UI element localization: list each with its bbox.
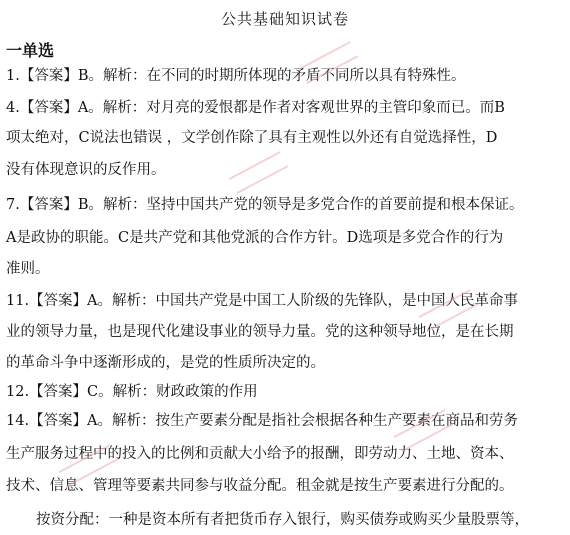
- answer-line: 生产服务过程中的投入的比例和贡献大小给予的报酬，即劳动力、土地、资本、: [6, 446, 514, 462]
- answer-line: 业的领导力量，也是现代化建设事业的领导力量。党的这种领导地位，是在长期: [6, 324, 514, 340]
- answer-line: 技术、信息、管理等要素共同参与收益分配。租金就是按生产要素进行分配的。: [6, 478, 514, 494]
- answer-line: 项太绝对，C说法也错误 ，文学创作除了具有主观性以外还有自觉选择性，D: [6, 130, 498, 146]
- answer-line: 11.【答案】A。解析：中国共产党是中国工人阶级的先锋队，是中国人民革命事: [6, 293, 519, 309]
- answer-line: 准则。: [6, 261, 50, 277]
- answer-line: A是政协的职能。C是共产党和其他党派的合作方针。D选项是多党合作的行为: [6, 230, 504, 246]
- answer-line: 1.【答案】B。解析：在不同的时期所体现的矛盾不同所以具有特殊性。: [6, 68, 466, 84]
- answer-line: 按资分配：一种是资本所有者把货币存入银行，购买债券或购买少量股票等，: [36, 512, 529, 528]
- answer-line: 4.【答案】A。解析：对月亮的爱恨都是作者对客观世界的主管印象而已。而B: [6, 100, 505, 116]
- watermark: [229, 148, 296, 197]
- answer-line: 7.【答案】B。解析：坚持中国共产党的领导是多党合作的首要前提和根本保证。: [6, 197, 524, 213]
- section-heading: 一单选: [6, 41, 55, 60]
- document-title: 公共基础知识试卷: [220, 10, 349, 28]
- answer-line: 14.【答案】A。解析：按生产要素分配是指社会根据各种生产要素在商品和劳务: [6, 413, 519, 429]
- answer-line: 的革命斗争中逐渐形成的，是党的性质所决定的。: [6, 355, 325, 371]
- answer-line: 没有体现意识的反作用。: [6, 162, 166, 178]
- answer-line: 12.【答案】C。解析：财政政策的作用: [6, 384, 258, 400]
